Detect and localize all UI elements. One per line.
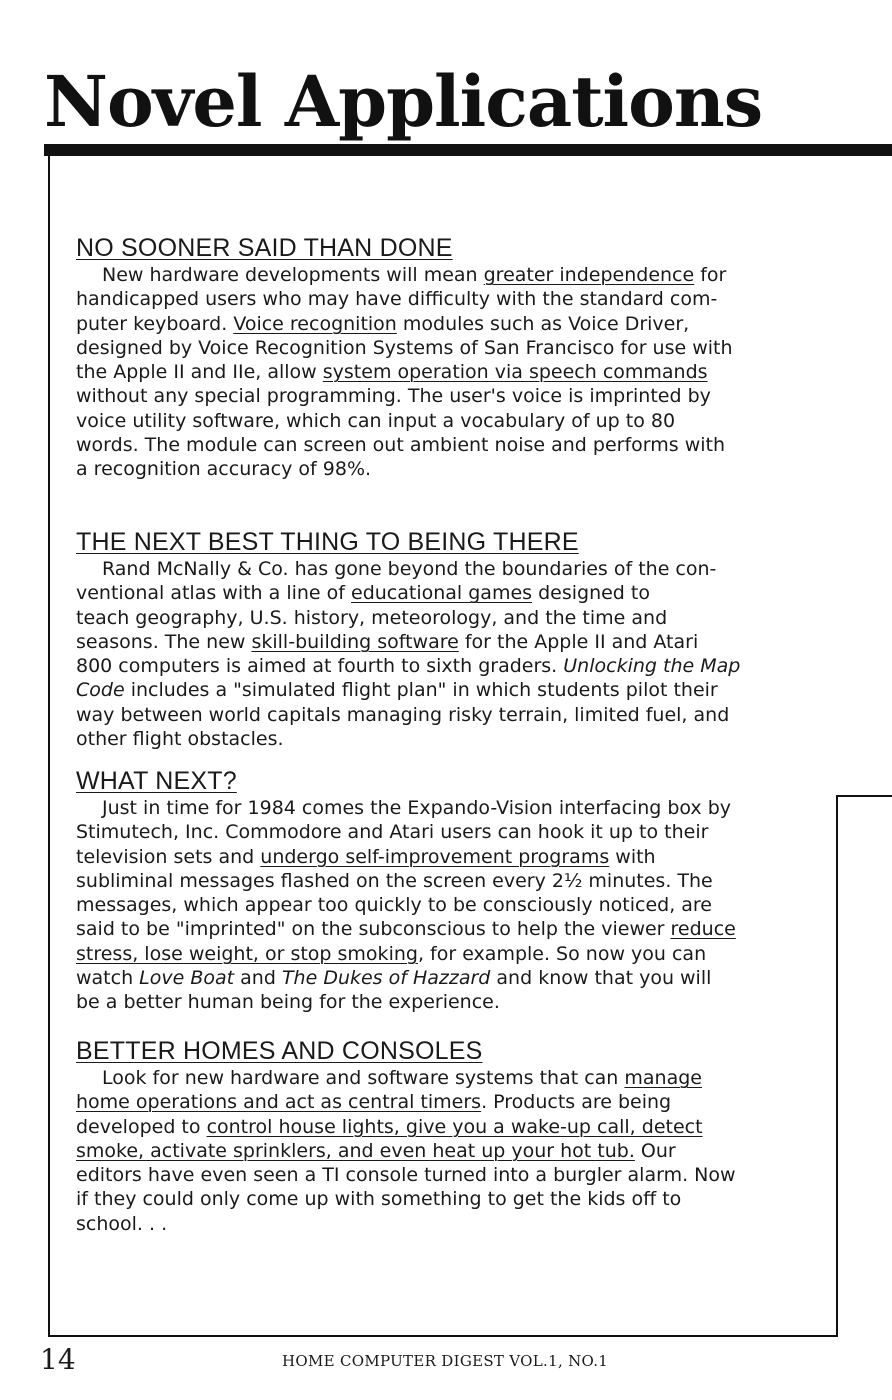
text-run: Look for new hardware and software systems that can: [102, 1067, 625, 1089]
text-run: the Apple II and IIe, allow: [76, 361, 323, 384]
text-run: Stimutech, Inc. Commodore and Atari users can hook it up to their: [76, 821, 709, 844]
text-line: [76, 1163, 816, 1187]
text-line: [76, 263, 816, 287]
section-better-homes: [76, 1036, 816, 1236]
text-line: [76, 606, 816, 630]
text-run: teach geography, U.S. history, meteorology, and the time and: [76, 606, 668, 629]
underlined-text: system operation via speech commands: [322, 361, 708, 384]
section-body: [76, 1066, 816, 1236]
text-line: [76, 1139, 816, 1163]
text-run: subliminal messages flashed on the screen every 2½ minutes. The: [76, 869, 713, 892]
text-run: developed to: [76, 1115, 207, 1138]
italic-text: Love Boat: [139, 967, 235, 990]
text-line: [76, 287, 816, 311]
text-run: be a better human being for the experience.: [76, 991, 500, 1014]
italic-text: Unlocking the Map: [563, 655, 741, 678]
section-heading: WHAT NEXT?: [76, 767, 237, 795]
underlined-text: educational games: [351, 582, 533, 605]
text-line: [76, 360, 816, 384]
text-run: Just in time for 1984 comes the Expando-Vision interfacing box by: [102, 797, 732, 819]
text-run: 800 computers is aimed at fourth to sixth graders.: [76, 655, 564, 678]
text-line: [76, 581, 816, 605]
text-run: designed to: [532, 582, 650, 605]
underlined-text: home operations and act as central timers: [76, 1091, 482, 1114]
section-what-next: [76, 766, 816, 1015]
text-run: with: [609, 845, 656, 868]
text-run: television sets and: [76, 845, 261, 868]
text-line: [76, 1187, 816, 1211]
text-line: [76, 990, 816, 1014]
underlined-text: Voice recognition: [233, 312, 397, 335]
text-run: school. . .: [76, 1212, 168, 1235]
frame-right-border: [836, 795, 838, 1337]
text-line: [76, 703, 816, 727]
text-line: [76, 312, 816, 336]
text-run: way between world capitals managing risky terrain, limited fuel, and: [76, 703, 730, 726]
section-heading: THE NEXT BEST THING TO BEING THERE: [76, 528, 579, 556]
text-line: [76, 1115, 816, 1139]
text-run: and know that you will: [490, 967, 712, 990]
text-run: a recognition accuracy of 98%.: [76, 458, 372, 481]
section-heading: BETTER HOMES AND CONSOLES: [76, 1037, 483, 1065]
underlined-text: skill-building software: [251, 630, 459, 653]
section-body: [76, 263, 816, 482]
underlined-text: reduce: [670, 918, 736, 941]
text-run: if they could only come up with something to get the kids off to: [76, 1188, 682, 1211]
italic-text: The Dukes of Hazzard: [281, 967, 491, 990]
underlined-text: undergo self-improvement programs: [260, 845, 610, 868]
text-line: [76, 727, 816, 751]
text-line: [76, 893, 816, 917]
frame-left-border: [48, 156, 50, 1337]
text-run: without any special programming. The user's voice is imprinted by: [76, 385, 711, 408]
text-run: other flight obstacles.: [76, 728, 284, 751]
text-run: and: [234, 967, 282, 990]
section-body: [76, 557, 816, 751]
text-run: messages, which appear too quickly to be consciously noticed, are: [76, 894, 712, 917]
underlined-text: smoke, activate sprinklers, and even heat up your hot tub.: [76, 1139, 635, 1162]
text-run: for: [694, 264, 727, 286]
text-line: [76, 678, 816, 702]
underlined-text: manage: [624, 1067, 702, 1089]
page-title: Novel Applications: [44, 60, 763, 143]
text-run: ventional atlas with a line of: [76, 582, 351, 605]
text-line: [76, 796, 816, 820]
text-run: words. The module can screen out ambient noise and performs with: [76, 434, 726, 457]
text-line: [76, 557, 816, 581]
text-run: puter keyboard.: [76, 312, 234, 335]
text-run: editors have even seen a TI console turned into a burgler alarm. Now: [76, 1164, 736, 1187]
text-line: [76, 917, 816, 941]
text-line: [76, 433, 816, 457]
title-rule: [44, 144, 892, 156]
underlined-text: control house lights, give you a wake-up call, detect: [206, 1115, 703, 1138]
text-run: voice utility software, which can input a vocabulary of up to 80: [76, 409, 676, 432]
text-line: [76, 457, 816, 481]
section-no-sooner-said: [76, 233, 816, 482]
text-line: [76, 384, 816, 408]
text-line: [76, 630, 816, 654]
italic-text: Code: [76, 679, 125, 702]
underlined-text: greater independence: [483, 264, 695, 286]
text-run: New hardware developments will mean: [102, 264, 484, 286]
text-run: Our: [634, 1139, 676, 1162]
text-run: . Products are being: [481, 1091, 672, 1114]
text-line: [76, 869, 816, 893]
text-line: [76, 1212, 816, 1236]
text-run: seasons. The new: [76, 630, 252, 653]
text-line: [76, 409, 816, 433]
text-run: said to be "imprinted" on the subconscious to help the viewer: [76, 918, 671, 941]
text-line: [76, 1066, 816, 1090]
text-line: [76, 336, 816, 360]
text-run: , for example. So now you can: [417, 942, 707, 965]
text-run: Rand McNally & Co. has gone beyond the boundaries of the con-: [102, 558, 717, 580]
frame-bottom-border: [48, 1335, 838, 1337]
text-run: watch: [76, 967, 140, 990]
text-line: [76, 654, 816, 678]
underlined-text: stress, lose weight, or stop smoking: [76, 942, 418, 965]
page-number: 14: [40, 1343, 76, 1376]
text-line: [76, 820, 816, 844]
text-line: [76, 966, 816, 990]
section-next-best-thing: [76, 527, 816, 751]
text-line: [76, 942, 816, 966]
section-heading: NO SOONER SAID THAN DONE: [76, 234, 453, 262]
text-run: designed by Voice Recognition Systems of San Francisco for use with: [76, 336, 733, 359]
text-line: [76, 1090, 816, 1114]
text-run: includes a "simulated flight plan" in which students pilot their: [124, 679, 718, 702]
text-run: modules such as Voice Driver,: [396, 312, 690, 335]
publication-footer: HOME COMPUTER DIGEST VOL.1, NO.1: [282, 1352, 609, 1370]
text-line: [76, 845, 816, 869]
frame-right-corner: [836, 795, 892, 797]
section-body: [76, 796, 816, 1015]
text-run: handicapped users who may have difficulty with the standard com-: [76, 288, 718, 311]
text-run: for the Apple II and Atari: [458, 630, 699, 653]
